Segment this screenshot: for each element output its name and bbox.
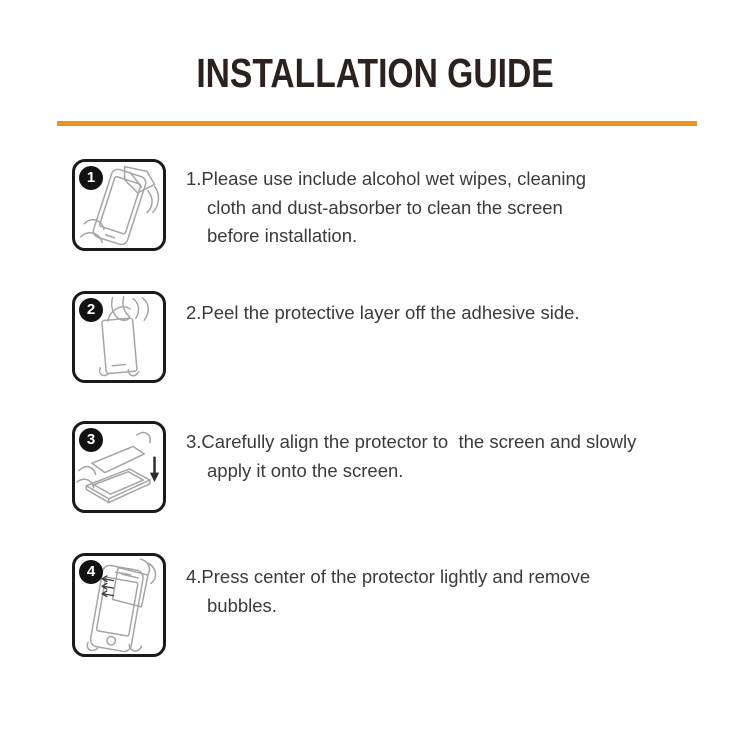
step-4-number-badge: 4 <box>79 560 103 584</box>
step-1-figure <box>72 159 166 251</box>
step-1-line-2: cloth and dust-absorber to clean the screen <box>207 196 563 218</box>
step-2-text <box>186 299 580 328</box>
step-2-line-1: 2.Peel the protective layer off the adhesive side. <box>186 302 580 323</box>
step-3-number-badge: 3 <box>79 428 103 452</box>
step-1-line-1: 1.Please use include alcohol wet wipes, cleaning <box>186 168 587 189</box>
step-4-line-1: 4.Press center of the protector lightly and remove <box>186 566 591 587</box>
step-3-line-2: apply it onto the screen. <box>207 459 404 481</box>
step-2-figure <box>72 291 166 383</box>
step-1-line-3: before installation. <box>207 225 358 246</box>
step-4-line-2: bubbles. <box>207 594 277 616</box>
step-3-text <box>186 428 636 485</box>
title-divider <box>57 121 697 126</box>
step-1-text <box>186 165 586 251</box>
step-3-figure <box>72 421 166 513</box>
step-1-number-badge: 1 <box>79 166 103 190</box>
step-4-text <box>186 563 590 620</box>
step-2-number-badge: 2 <box>79 298 103 322</box>
step-4-figure <box>72 553 166 657</box>
page-title: INSTALLATION GUIDE <box>196 50 554 96</box>
step-3-line-1: 3.Carefully align the protector to the screen and slowly <box>186 431 637 452</box>
